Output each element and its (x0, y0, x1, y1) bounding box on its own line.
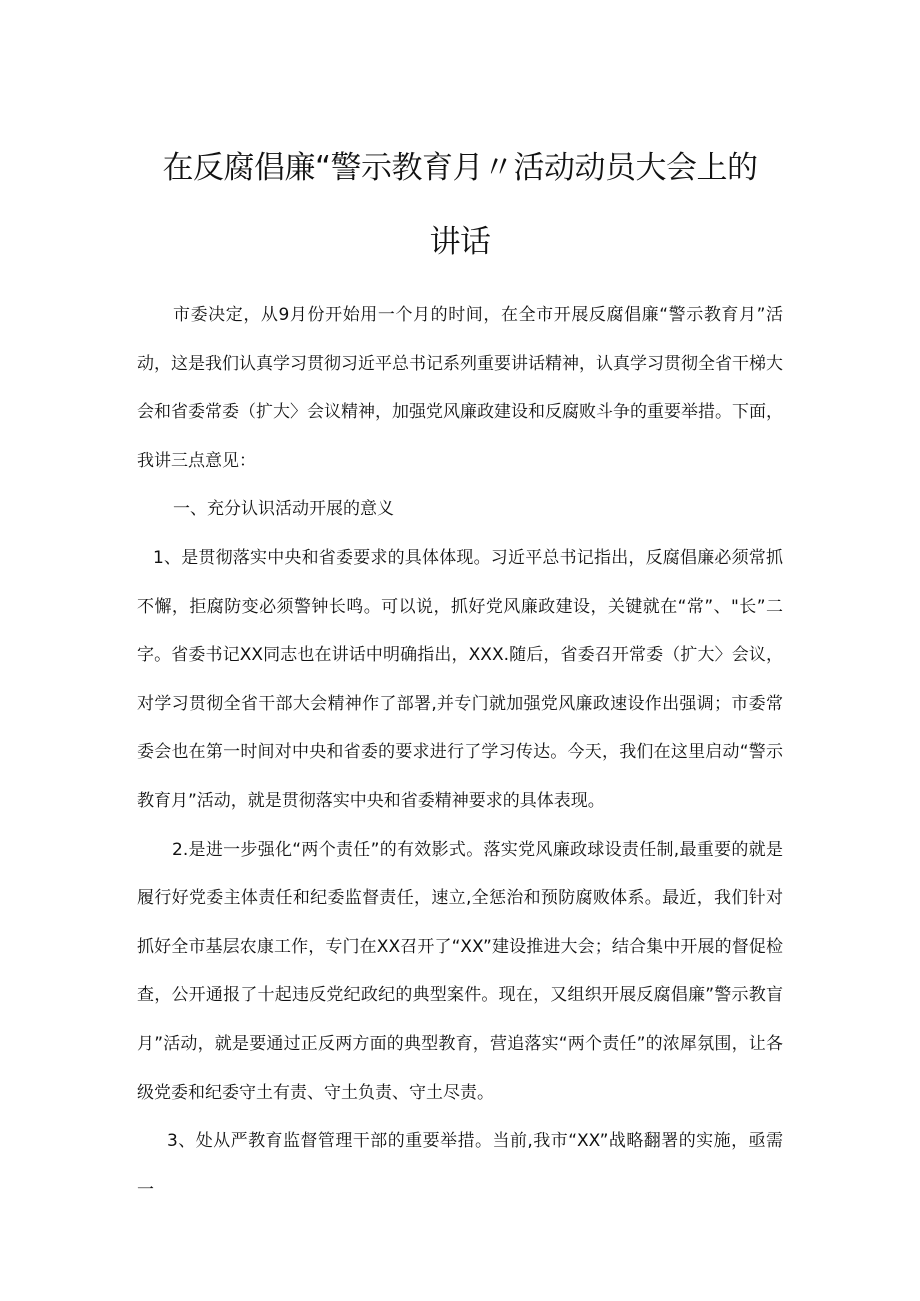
paragraph-point-3: 3、处从严教育监督管理干部的重要举措。当前,我市“XX”战略翻署的实施，亟需一 (137, 1131, 783, 1200)
document-title-line-1: 在反腐倡廉“警示教育月〃活动动员大会上的 (162, 150, 758, 186)
section-heading-1: 一、充分认识活动开展的意义 (173, 499, 394, 520)
paragraph-point-1: 1、是贯彻落实中央和省委要求的具体体现。习近平总书记指出，反腐倡廉必须常抓不懈，拒腐防变必须警钟长鸣。可以说，抓好党风廉政建设，关键就在“常”、"长”二字。省委书记XX同志也在讲话中明确指出，XXX.随后，省委召开常委（扩大〉会议，对学习贯彻全省干部大会精神作了部署,并专门就加强党风廉政速设作出强调；市委常委会也在第一时间对中央和省委的要求进行了学习传达。今天，我们在这里启动“警示教育月”活动，就是贯彻落实中央和省委精神要求的具体表现。 (137, 547, 783, 811)
paragraph-point-2: 2.是进一步强化“两个责任”的有效影式。落实党风廉政球设责任制,最重要的就是履行好党委主体责任和纪委监督责任，速立,全惩治和预防腐败体系。最近，我们针对抓好全市基层农康工作，专门在XX召开了“XX”建设推进大会；结合集中开展的督促检查，公开通报了十起违反党纪政纪的典型案件。现在，又组织开展反腐倡廉”警示教盲月”活动，就是要通过正反两方面的典型教育，营追落实“两个责任”的浓犀氛围，让各级党委和纪委守土有责、守土负责、守土尽责。 (137, 839, 783, 1103)
document-body (137, 291, 783, 1214)
paragraph-intro: 市委决定，从9月份开始用一个月的时间，在全市开展反腐倡廉“警示教育月”活动，这是我们认真学习贯彻习近平总书记系列重要讲话精神，认真学习贯彻全省干梯大会和省委常委（扩大〉会议精神，加强党风廉政建设和反腐败斗争的重要举措。下面，我讲三点意见： (137, 305, 783, 471)
document-title-line-2: 讲话 (429, 224, 491, 260)
